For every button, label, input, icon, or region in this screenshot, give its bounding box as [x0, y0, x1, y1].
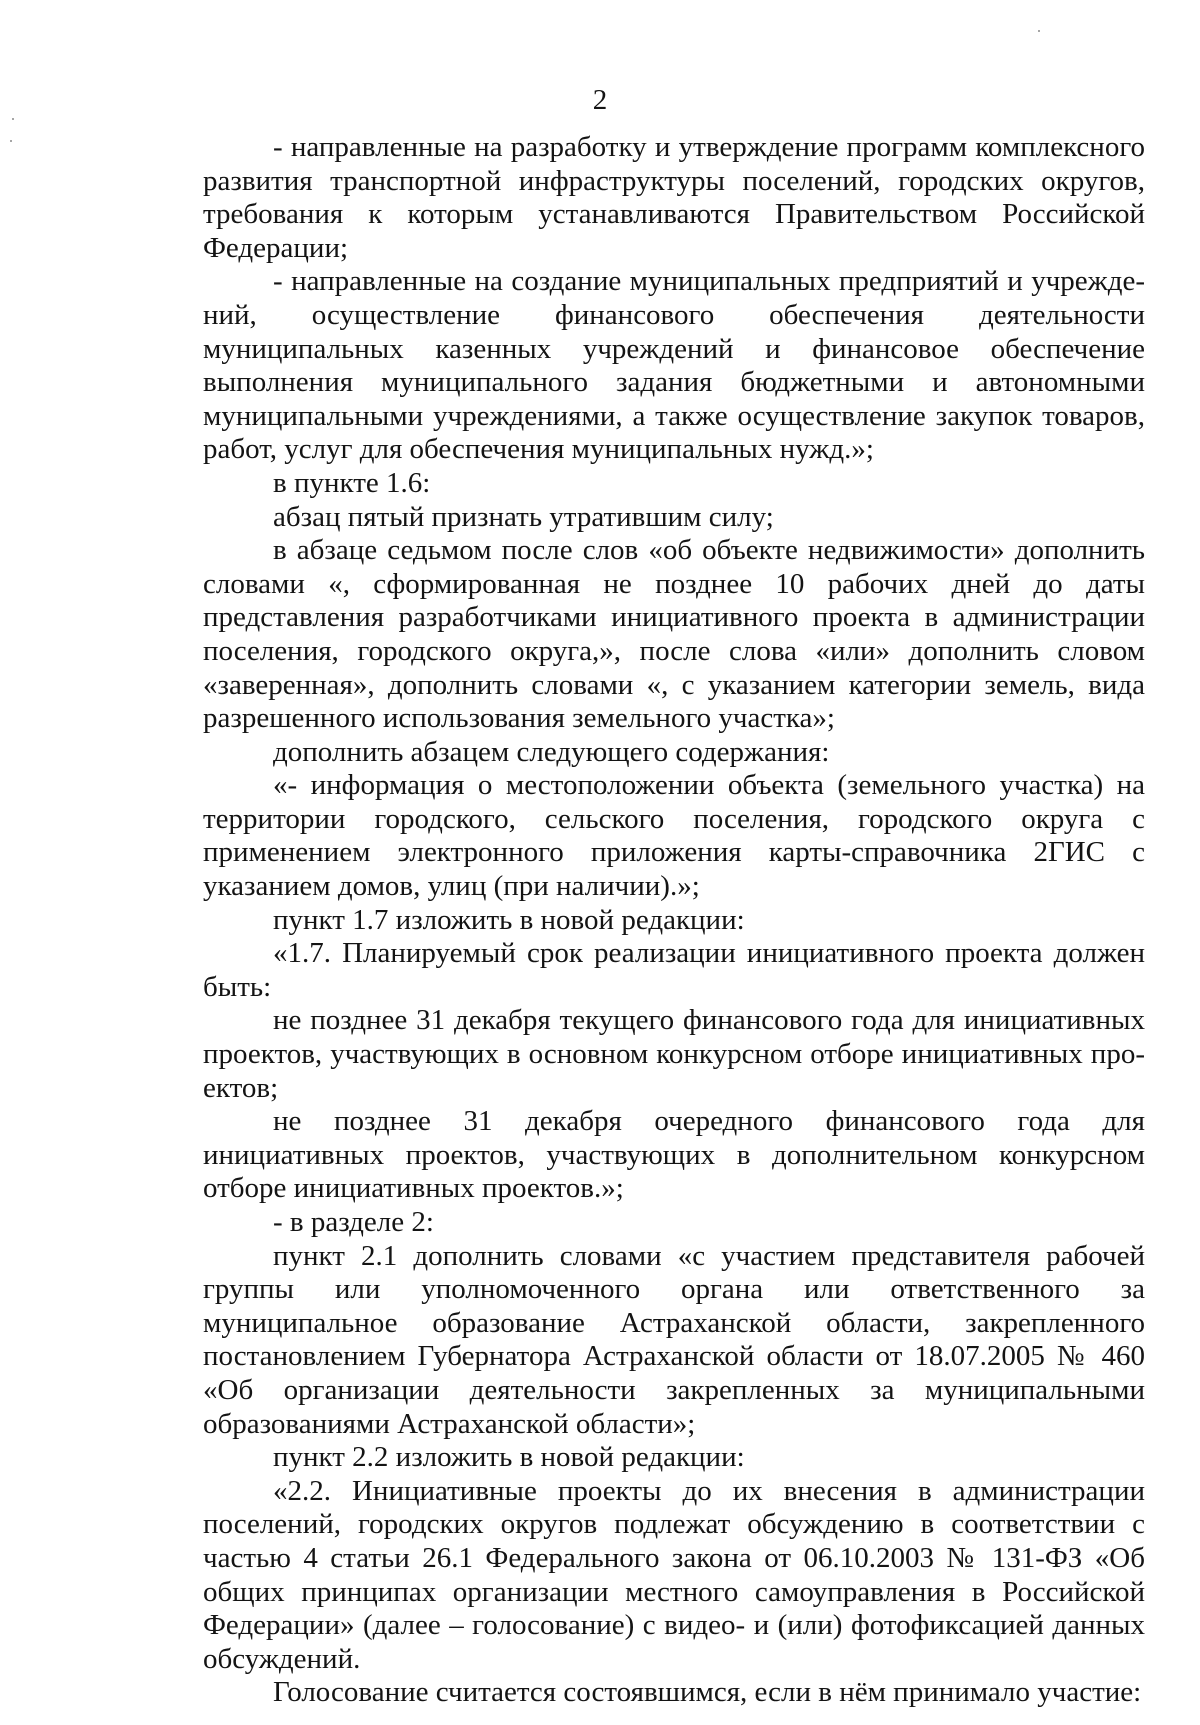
paragraph-3: в пункте 1.6: — [273, 466, 431, 499]
paragraph-2: - направленные на создание муниципальных предприятий и учреждений, осуществление финансового обеспечения деятельности муниципальных казенных учреждений и финансовое обеспечение выполнения муниципального задания бюджетными и автономными муниципальными учреждениями, а также осуществление закупок товаров, работ, услуг для обеспечения муниципальных нужд.»; — [203, 265, 1145, 466]
paragraph-16: Голосование считается состоявшимся, если в нём принимало участие: — [273, 1676, 1142, 1709]
paragraph-12: - в разделе 2: — [273, 1206, 434, 1238]
document-body — [203, 131, 1145, 1710]
paragraph-9: «1.7. Планируемый срок реализации инициативного проекта должен быть: — [203, 937, 1145, 1003]
paragraph-7: «- информация о местоположении объекта (земельного участка) на территории городского, сельского поселения, городского округа с применением электронного приложения карты-справочника 2ГИС с указанием домов, улиц (при наличии).»; — [203, 769, 1145, 903]
scan-speck — [1038, 30, 1040, 32]
paragraph-1: - направленные на разработку и утверждение программ комплексного развития транспортной инфраструктуры поселений, городских округов, требования к которым устанавливаются Правительством Российской Федерации; — [203, 131, 1145, 264]
scan-speck — [10, 140, 12, 142]
paragraph-4: абзац пятый признать утратившим силу; — [273, 500, 774, 533]
page-number: 2 — [592, 84, 608, 116]
paragraph-6: дополнить абзацем следующего содержания: — [273, 735, 830, 768]
paragraph-14: пункт 2.2 изложить в новой редакции: — [273, 1441, 745, 1474]
scan-speck — [12, 118, 14, 120]
paragraph-5: в абзаце седьмом после слов «об объекте недвижимости» дополнить словами «, сформированная не позднее 10 рабочих дней до даты представления разработчиками инициативного проекта в администрации поселения, городского округа,», после слова «или» дополнить словом «заверенная», дополнить словами «, с указанием категории земель, вида разрешенного использования земельного участка»; — [203, 534, 1145, 735]
paragraph-13: пункт 2.1 дополнить словами «с участием представителя рабочей группы или уполномоченного органа или ответственного за муниципальное образование Астраханской области, закрепленного постановлением Губернатора Астраханской области от 18.07.2005 № 460 «Об организации деятельности закрепленных за муниципальными образованиями Астраханской области»; — [203, 1239, 1145, 1440]
paragraph-10: не позднее 31 декабря текущего финансового года для инициативных проектов, участвующих в основном конкурсном отборе инициативных проектов; — [203, 1004, 1145, 1104]
paragraph-15: «2.2. Инициативные проекты до их внесения в администрации поселений, городских округов подлежат обсуждению в соответствии с частью 4 статьи 26.1 Федерального закона от 06.10.2003 № 131-ФЗ «Об общих принципах организации местного самоуправления в Российской Федерации» (далее – голосование) с видео- и (или) фотофиксацией данных обсуждений. — [203, 1474, 1145, 1675]
paragraph-8: пункт 1.7 изложить в новой редакции: — [273, 903, 745, 936]
paragraph-11: не позднее 31 декабря очередного финансового года для инициативных проектов, участвующих в дополнительном конкурсном отборе инициативных проектов.»; — [203, 1105, 1145, 1205]
